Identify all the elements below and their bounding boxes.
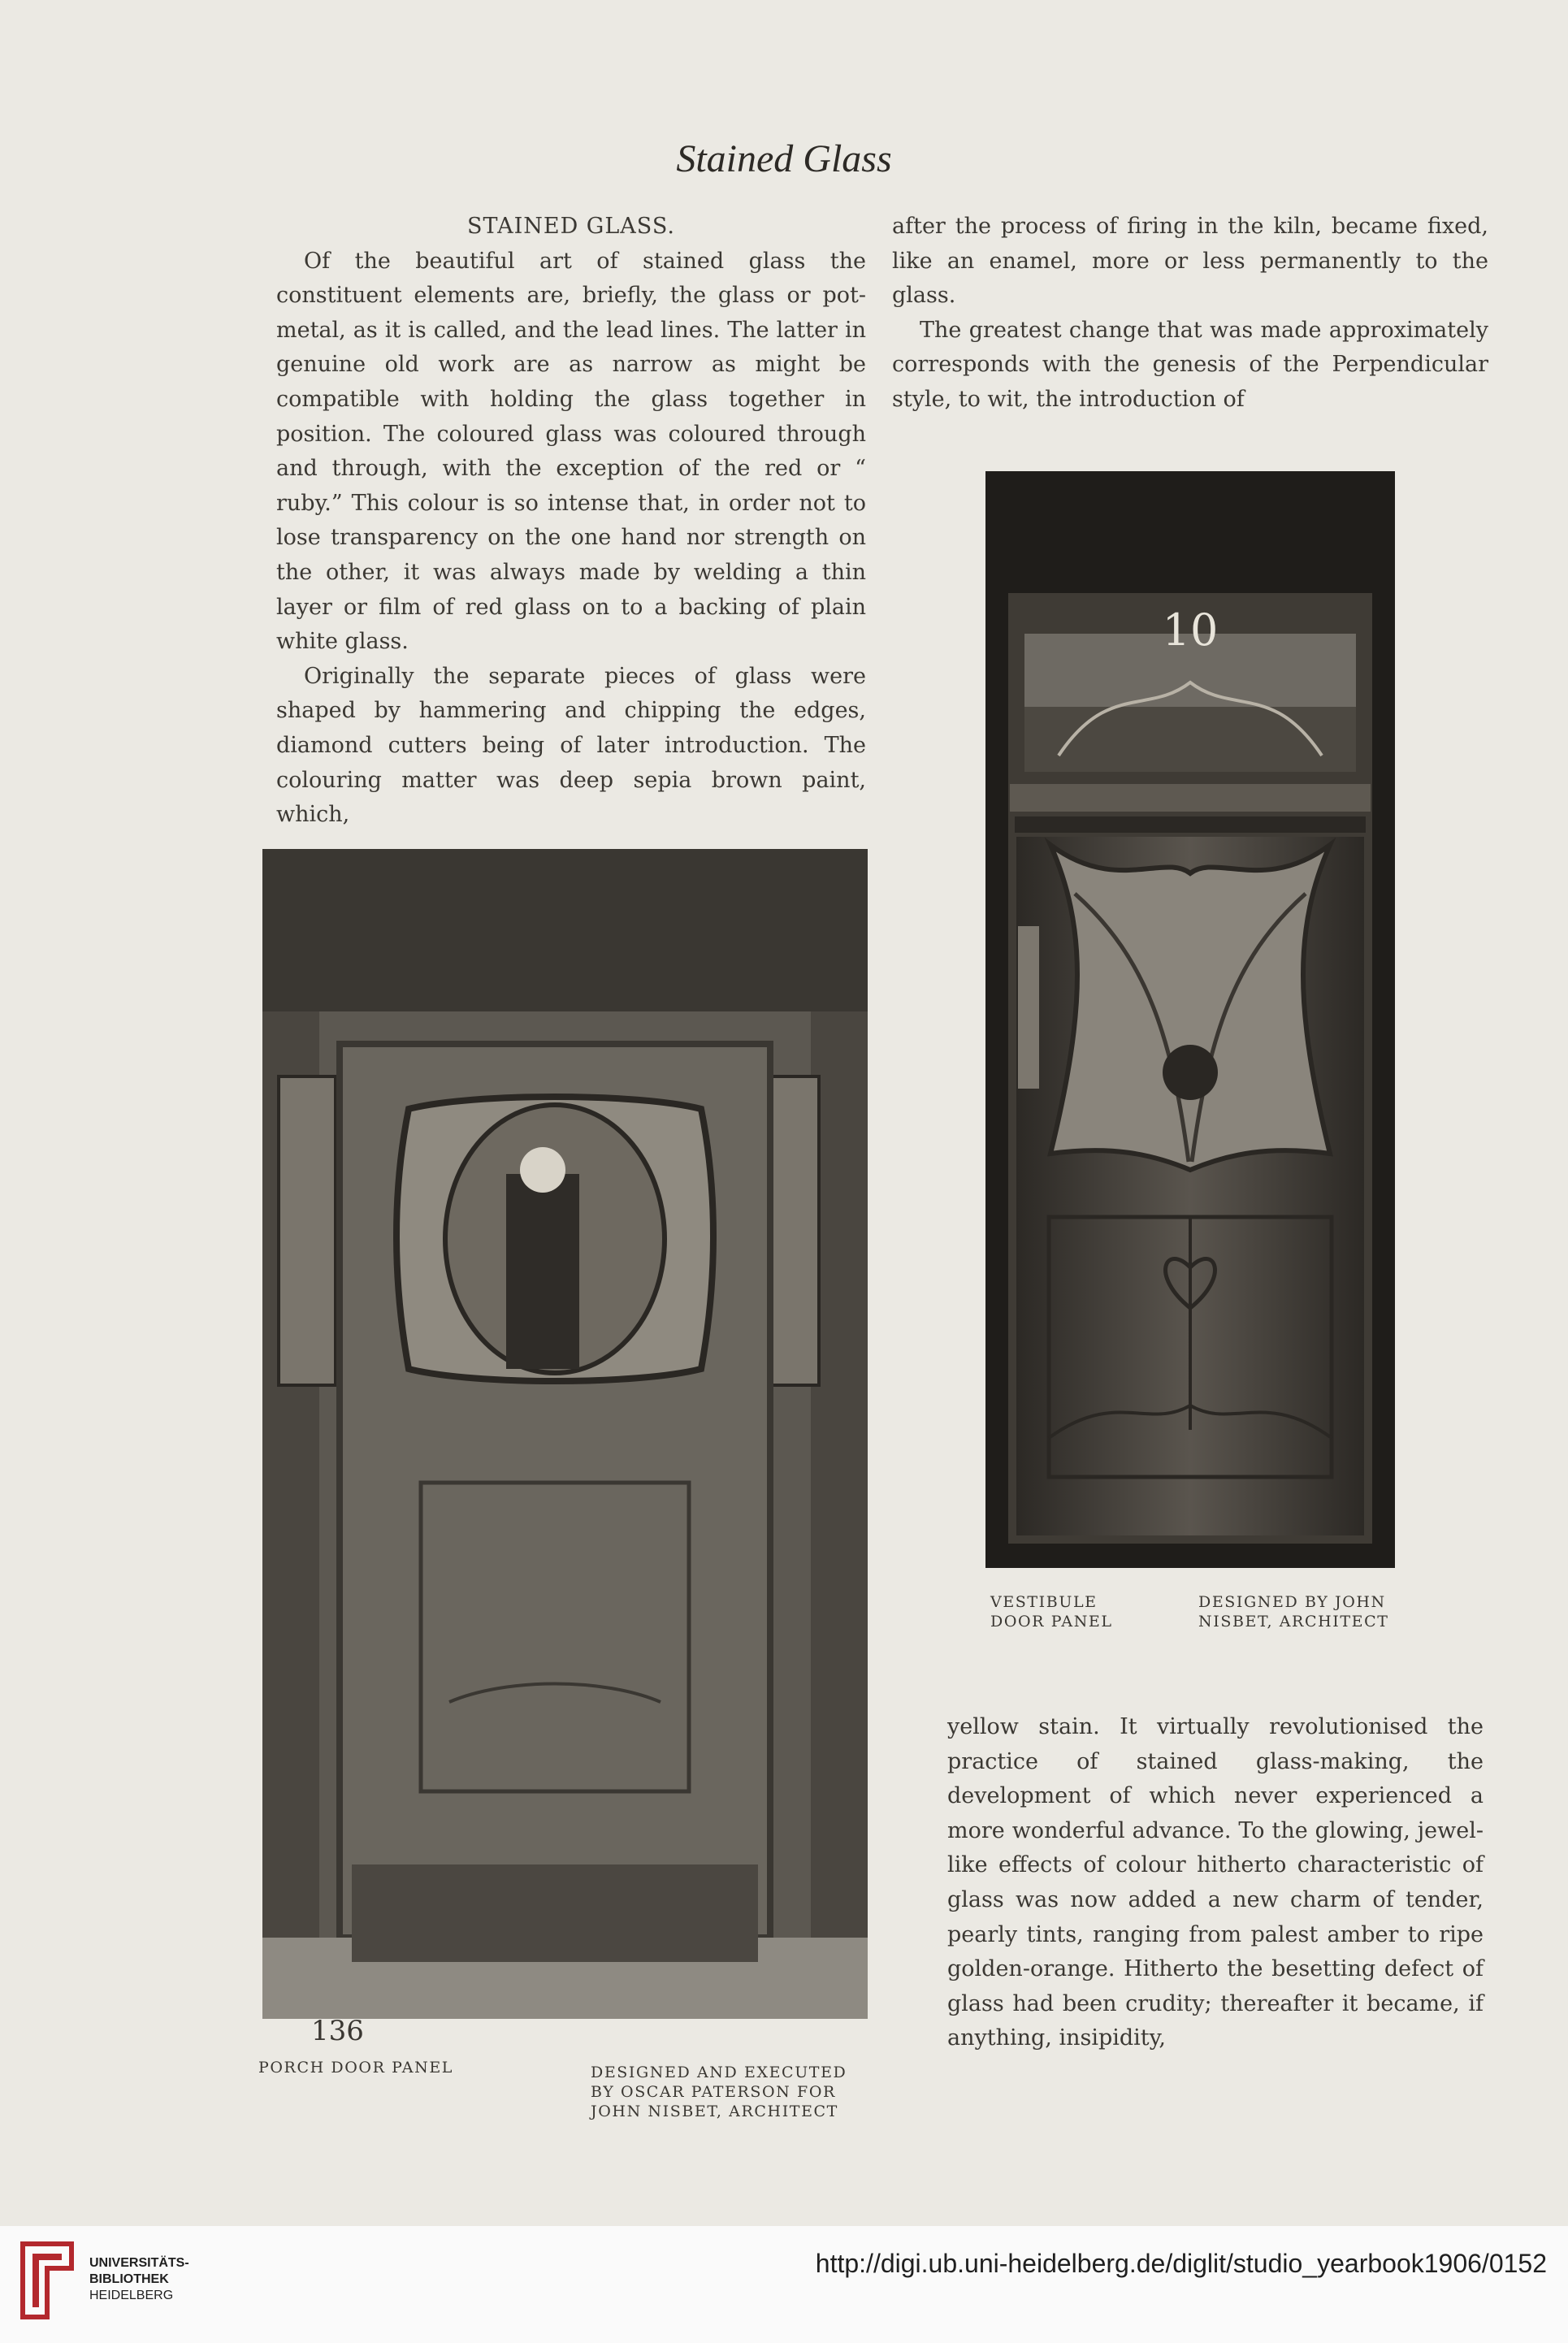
library-name — [89, 2255, 189, 2304]
paragraph: Originally the separate pieces of glass were shaped by hammering and chipping the edges, diamond cutters being of later introduction. The colouring matter was deep sepia brown paint, which, — [276, 663, 866, 828]
door-number: 10 — [1162, 604, 1219, 656]
running-title: Stained Glass — [676, 137, 892, 180]
porch-door-photo — [262, 849, 868, 2019]
left-column — [276, 210, 866, 833]
vestibule-caption-left: VESTIBULE DOOR PANEL — [990, 1593, 1113, 1631]
vestibule-caption-right: DESIGNED BY JOHN NISBET, ARCHITECT — [1198, 1593, 1389, 1631]
paragraph: The greatest change that was made approximately corresponds with the genesis of the Perpendicular style, to wit, the introduction of — [892, 317, 1488, 412]
vestibule-door-photo — [985, 471, 1395, 1568]
paragraph: yellow stain. It virtually revolutionised the practice of stained glass-making, the development of which never experienced a more wonderful advance. To the glowing, jewel-like effects of colour hitherto characteristic of glass was now added a new charm of tender, pearly tints, ranging from palest amber to ripe golden-orange. Hitherto the besetting defect of glass had been crudity; thereafter it became, if anything, insipidity, — [947, 1714, 1484, 2051]
right-column-bottom — [947, 1710, 1484, 2056]
page-number: 136 — [311, 2015, 364, 2047]
library-name-line1: UNIVERSITÄTS- — [89, 2256, 189, 2270]
footer-bar — [0, 2226, 1568, 2343]
paragraph: Of the beautiful art of stained glass the constituent elements are, briefly, the glass or pot-metal, as it is called, and the lead lines. The latter in genuine old work are as narrow as might be compatible with holding the glass together in position. The coloured glass was coloured through and through, with the exception of the red or “ ruby.” This colour is so intense that, in order not to lose transparency on the one hand nor strength on the other, it was always made by welding a thin layer or film of red glass on to a backing of plain white glass. — [276, 248, 866, 655]
paragraph: after the process of firing in the kiln, became fixed, like an enamel, more or less permanently to the glass. — [892, 214, 1488, 309]
source-url-link[interactable]: http://digi.ub.uni-heidelberg.de/diglit/studio_yearbook1906/0152 — [815, 2249, 1547, 2278]
porch-caption-right: DESIGNED AND EXECUTED BY OSCAR PATERSON FOR JOHN NISBET, ARCHITECT — [591, 2064, 847, 2120]
right-column-top — [892, 210, 1488, 418]
library-name-line3: HEIDELBERG — [89, 2289, 174, 2302]
library-logo-icon — [15, 2236, 83, 2325]
section-heading: STAINED GLASS. — [467, 214, 675, 239]
library-name-line2: BIBLIOTHEK — [89, 2272, 169, 2286]
porch-caption-left: PORCH DOOR PANEL — [258, 2059, 454, 2077]
